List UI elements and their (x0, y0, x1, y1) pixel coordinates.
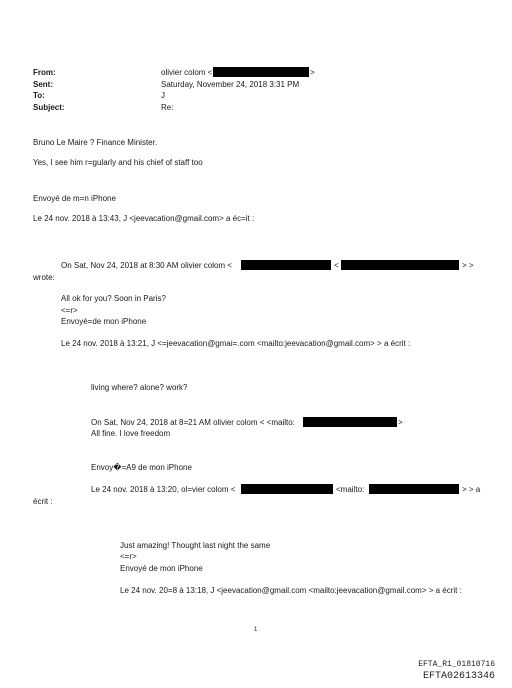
quote-header-end: > > a (462, 485, 481, 494)
redaction-block (241, 260, 331, 270)
quote-line: Le 24 nov. 20=8 à 13:18, J <jeevacation@gmail.com <mailto:jeevacation@gmail.com> > a écrit : (120, 586, 462, 595)
quote-header: On Sat, Nov 24, 2018 at 8:30 AM olivier colom < (61, 261, 232, 270)
body-line: Envoyé de m=n iPhone (33, 194, 116, 203)
quote-line: Just amazing! Thought last night the same (120, 541, 271, 550)
quote-line: All fine. I love freedom (91, 429, 171, 438)
from-value: olivier colom < (161, 68, 213, 77)
body-line: Le 24 nov. 2018 à 13:43, J <jeevacation@gmail.com> a éc=it : (33, 214, 255, 223)
body-line: Bruno Le Maire ? Finance Minister. (33, 138, 158, 147)
quote-wrote: wrote: (33, 273, 55, 282)
sent-value: Saturday, November 24, 2018 3:31 PM (161, 80, 300, 89)
from-label: From: (33, 68, 56, 77)
redaction-block (213, 67, 309, 77)
subject-value: Re: (161, 103, 174, 112)
quote-line: Le 24 nov. 2018 à 13:20, ol=vier colom < (91, 485, 236, 494)
quote-line: <=r> (120, 552, 137, 561)
quote-header-lt: < (334, 261, 339, 270)
to-value: J (161, 91, 165, 100)
redaction-block (341, 260, 459, 270)
quote-line: living where? alone? work? (91, 383, 188, 392)
quote-ecrit: écrit : (33, 497, 53, 506)
sent-label: Sent: (33, 80, 53, 89)
from-value-end: > (310, 68, 315, 77)
footer-ref-small: EFTA_R1_01810716 (418, 660, 495, 669)
redaction-block (303, 417, 397, 427)
quote-header-end: > (398, 418, 403, 427)
quote-line: <=r> (61, 306, 78, 315)
quote-header-end: > > (462, 261, 474, 270)
footer-ref-large: EFTA02613346 (422, 671, 495, 682)
quote-mailto: <mailto: (336, 485, 365, 494)
page-number: 1 (254, 627, 258, 633)
quote-line: Envoyé de mon iPhone (120, 564, 203, 573)
quote-header: On Sat, Nov 24, 2018 at 8=21 AM olivier colom < <mailto: (91, 418, 295, 427)
quote-line: All ok for you? Soon in Paris? (61, 294, 166, 303)
to-label: To: (33, 91, 45, 100)
quote-line: Envoyé=de mon iPhone (61, 317, 147, 326)
redaction-block (241, 484, 333, 494)
body-line: Yes, I see him r=gularly and his chief of staff too (33, 158, 203, 167)
subject-label: Subject: (33, 103, 65, 112)
redaction-block (369, 484, 459, 494)
quote-line: Envoy�=A9 de mon iPhone (91, 463, 192, 472)
quote-line: Le 24 nov. 2018 à 13:21, J <=jeevacation@gmai=.com <mailto:jeevacation@gmail.com> > a écrit : (61, 339, 411, 348)
